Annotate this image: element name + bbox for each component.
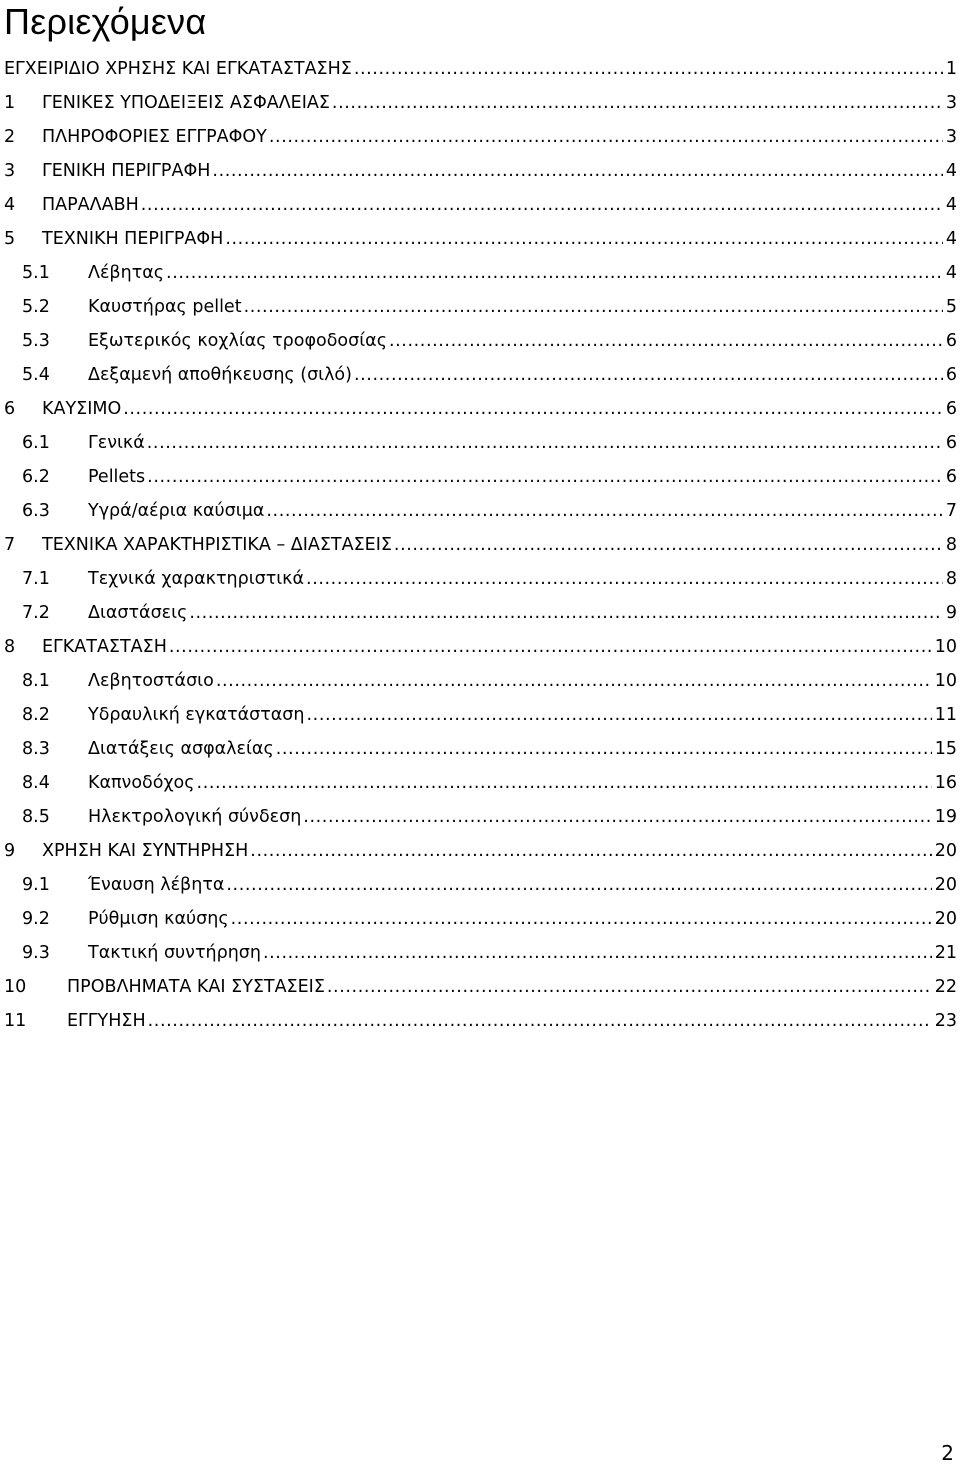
dot-leader bbox=[123, 392, 943, 426]
toc-entry-number: 10 bbox=[4, 977, 27, 997]
toc-entry[interactable] bbox=[4, 460, 957, 494]
toc-entry[interactable] bbox=[4, 86, 957, 120]
toc-entry[interactable] bbox=[4, 494, 957, 528]
toc-entry-page: 1 bbox=[945, 59, 957, 79]
toc-entry[interactable] bbox=[4, 1004, 957, 1038]
toc-entry-title: ΕΓΚΑΤΑΣΤΑΣΗ bbox=[42, 637, 167, 657]
toc-entry-page: 3 bbox=[945, 93, 957, 113]
toc-entry-title: Υδραυλική εγκατάσταση bbox=[88, 705, 305, 725]
toc-entry-title: Ηλεκτρολογική σύνδεση bbox=[88, 807, 302, 827]
toc-entry-page: 19 bbox=[934, 807, 957, 827]
toc-entry[interactable] bbox=[4, 256, 957, 290]
dot-leader bbox=[303, 800, 931, 834]
toc-entry[interactable] bbox=[4, 562, 957, 596]
toc-entry-title: ΤΕΧΝΙΚΑ ΧΑΡΑΚΤΗΡΙΣΤΙΚΑ – ΔΙΑΣΤΑΣΕΙΣ bbox=[42, 535, 392, 555]
toc-entry-page: 8 bbox=[945, 569, 957, 589]
toc-entry-number: 5 bbox=[4, 229, 16, 249]
dot-leader bbox=[148, 1004, 932, 1038]
dot-leader bbox=[231, 902, 932, 936]
toc-entry[interactable] bbox=[4, 324, 957, 358]
dot-leader bbox=[354, 358, 943, 392]
toc-entry-number: 8.3 bbox=[22, 739, 50, 759]
toc-entry-number: 6 bbox=[4, 399, 16, 419]
toc-entry-number: 9.3 bbox=[22, 943, 50, 963]
toc-entry-number: 5.1 bbox=[22, 263, 50, 283]
page-number: 2 bbox=[941, 1441, 954, 1465]
dot-leader bbox=[141, 188, 943, 222]
toc-entry-page: 5 bbox=[945, 297, 957, 317]
toc-entry-page: 6 bbox=[945, 433, 957, 453]
toc-entry-number: 9.2 bbox=[22, 909, 50, 929]
toc-entry-number: 9 bbox=[4, 841, 16, 861]
toc-entry-page: 10 bbox=[934, 671, 957, 691]
toc-entry-page: 21 bbox=[934, 943, 957, 963]
dot-leader bbox=[216, 664, 932, 698]
toc-entry-title: Υγρά/αέρια καύσιμα bbox=[88, 501, 265, 521]
toc-entry[interactable] bbox=[4, 596, 957, 630]
dot-leader bbox=[169, 630, 932, 664]
toc-entry-page: 20 bbox=[934, 875, 957, 895]
dot-leader bbox=[389, 324, 943, 358]
toc-entry-page: 11 bbox=[934, 705, 957, 725]
toc-entry-number: 11 bbox=[4, 1011, 27, 1031]
toc-entry-title: Καπνοδόχος bbox=[88, 773, 195, 793]
toc-entry-title: Διατάξεις ασφαλείας bbox=[88, 739, 274, 759]
toc-entry[interactable] bbox=[4, 120, 957, 154]
toc-entry-title: ΓΕΝΙΚΗ ΠΕΡΙΓΡΑΦΗ bbox=[42, 161, 211, 181]
table-of-contents bbox=[4, 52, 957, 1038]
toc-entry[interactable] bbox=[4, 766, 957, 800]
toc-entry[interactable] bbox=[4, 358, 957, 392]
dot-leader bbox=[244, 290, 943, 324]
toc-entry-title: ΚΑΥΣΙΜΟ bbox=[42, 399, 122, 419]
dot-leader bbox=[147, 460, 943, 494]
dot-leader bbox=[212, 154, 942, 188]
toc-entry-title: Pellets bbox=[88, 467, 146, 487]
dot-leader bbox=[307, 698, 932, 732]
toc-entry[interactable] bbox=[4, 392, 957, 426]
toc-entry-number: 5.2 bbox=[22, 297, 50, 317]
toc-entry-page: 4 bbox=[945, 195, 957, 215]
toc-entry[interactable] bbox=[4, 868, 957, 902]
toc-entry-page: 6 bbox=[945, 365, 957, 385]
toc-entry-number: 7.1 bbox=[22, 569, 50, 589]
toc-entry-number: 6.1 bbox=[22, 433, 50, 453]
toc-entry[interactable] bbox=[4, 834, 957, 868]
dot-leader bbox=[394, 528, 943, 562]
toc-entry-page: 22 bbox=[934, 977, 957, 997]
toc-entry-number: 8 bbox=[4, 637, 16, 657]
dot-leader bbox=[276, 732, 932, 766]
toc-entry-title: Λεβητοστάσιο bbox=[88, 671, 214, 691]
toc-entry[interactable] bbox=[4, 52, 957, 86]
toc-entry[interactable] bbox=[4, 936, 957, 970]
toc-entry-page: 20 bbox=[934, 841, 957, 861]
toc-entry-title: Έναυση λέβητα bbox=[88, 875, 225, 895]
toc-entry-number: 8.4 bbox=[22, 773, 50, 793]
toc-entry-page: 7 bbox=[945, 501, 957, 521]
toc-entry-number: 2 bbox=[4, 127, 16, 147]
toc-entry-title: Γενικά bbox=[88, 433, 145, 453]
toc-entry-title: Τακτική συντήρηση bbox=[88, 943, 261, 963]
toc-entry-page: 6 bbox=[945, 399, 957, 419]
dot-leader bbox=[266, 494, 942, 528]
toc-entry[interactable] bbox=[4, 698, 957, 732]
toc-entry[interactable] bbox=[4, 732, 957, 766]
toc-entry-number: 8.2 bbox=[22, 705, 50, 725]
dot-leader bbox=[306, 562, 943, 596]
toc-entry-title: Εξωτερικός κοχλίας τροφοδοσίας bbox=[88, 331, 387, 351]
dot-leader bbox=[147, 426, 943, 460]
dot-leader bbox=[269, 120, 943, 154]
toc-entry-page: 20 bbox=[934, 909, 957, 929]
toc-entry-number: 8.5 bbox=[22, 807, 50, 827]
toc-entry-title: Λέβητας bbox=[88, 263, 165, 283]
toc-entry-number: 4 bbox=[4, 195, 16, 215]
dot-leader bbox=[225, 222, 943, 256]
toc-entry[interactable] bbox=[4, 528, 957, 562]
dot-leader bbox=[197, 766, 932, 800]
toc-entry[interactable] bbox=[4, 188, 957, 222]
toc-entry[interactable] bbox=[4, 426, 957, 460]
page-title: Περιεχόμενα bbox=[4, 1, 207, 42]
toc-entry[interactable] bbox=[4, 154, 957, 188]
toc-entry[interactable] bbox=[4, 630, 957, 664]
dot-leader bbox=[327, 970, 932, 1004]
toc-entry-number: 5.4 bbox=[22, 365, 50, 385]
dot-leader bbox=[189, 596, 943, 630]
toc-entry-title: ΕΓΓΥΗΣΗ bbox=[67, 1011, 146, 1031]
toc-entry-page: 16 bbox=[934, 773, 957, 793]
toc-entry-title: Ρύθμιση καύσης bbox=[88, 909, 229, 929]
toc-entry-page: 6 bbox=[945, 331, 957, 351]
toc-entry-page: 3 bbox=[945, 127, 957, 147]
toc-entry-number: 7.2 bbox=[22, 603, 50, 623]
toc-entry-number: 6.3 bbox=[22, 501, 50, 521]
toc-entry-title: ΠΡΟΒΛΗΜΑΤΑ ΚΑΙ ΣΥΣΤΑΣΕΙΣ bbox=[67, 977, 325, 997]
toc-entry-page: 4 bbox=[945, 229, 957, 249]
toc-entry-number: 3 bbox=[4, 161, 16, 181]
toc-entry[interactable] bbox=[4, 902, 957, 936]
dot-leader bbox=[250, 834, 931, 868]
toc-entry-title: Δεξαμενή αποθήκευσης (σιλό) bbox=[88, 365, 352, 385]
toc-entry-page: 4 bbox=[945, 161, 957, 181]
toc-entry-number: 1 bbox=[4, 93, 16, 113]
toc-entry-title: ΤΕΧΝΙΚΗ ΠΕΡΙΓΡΑΦΗ bbox=[42, 229, 224, 249]
toc-entry-number: 5.3 bbox=[22, 331, 50, 351]
toc-entry-page: 6 bbox=[945, 467, 957, 487]
toc-entry[interactable] bbox=[4, 664, 957, 698]
toc-entry-number: 6.2 bbox=[22, 467, 50, 487]
toc-entry-title: Καυστήρας pellet bbox=[88, 297, 242, 317]
toc-entry[interactable] bbox=[4, 222, 957, 256]
dot-leader bbox=[226, 868, 931, 902]
toc-entry-title: ΕΓΧΕΙΡΙΔΙΟ ΧΡΗΣΗΣ ΚΑΙ ΕΓΚΑΤΑΣΤΑΣΗΣ bbox=[4, 59, 352, 79]
toc-entry-title: ΓΕΝΙΚΕΣ ΥΠΟΔΕΙΞΕΙΣ ΑΣΦΑΛΕΙΑΣ bbox=[42, 93, 330, 113]
dot-leader bbox=[332, 86, 943, 120]
toc-entry-number: 7 bbox=[4, 535, 16, 555]
toc-entry-title: ΧΡΗΣΗ ΚΑΙ ΣΥΝΤΗΡΗΣΗ bbox=[42, 841, 249, 861]
toc-entry-title: Διαστάσεις bbox=[88, 603, 188, 623]
dot-leader bbox=[263, 936, 932, 970]
toc-entry-page: 15 bbox=[934, 739, 957, 759]
toc-entry-number: 8.1 bbox=[22, 671, 50, 691]
toc-entry-page: 8 bbox=[945, 535, 957, 555]
toc-entry-page: 10 bbox=[934, 637, 957, 657]
toc-entry-page: 9 bbox=[945, 603, 957, 623]
dot-leader bbox=[354, 52, 943, 86]
toc-entry-title: Τεχνικά χαρακτηριστικά bbox=[88, 569, 305, 589]
toc-entry[interactable] bbox=[4, 970, 957, 1004]
toc-entry-number: 9.1 bbox=[22, 875, 50, 895]
toc-entry-title: ΠΛΗΡΟΦΟΡΙΕΣ ΕΓΓΡΑΦΟΥ bbox=[42, 127, 267, 147]
toc-entry-page: 4 bbox=[945, 263, 957, 283]
toc-entry-title: ΠΑΡΑΛΑΒΗ bbox=[42, 195, 139, 215]
toc-entry-page: 23 bbox=[934, 1011, 957, 1031]
toc-entry[interactable] bbox=[4, 800, 957, 834]
dot-leader bbox=[166, 256, 943, 290]
toc-entry[interactable] bbox=[4, 290, 957, 324]
